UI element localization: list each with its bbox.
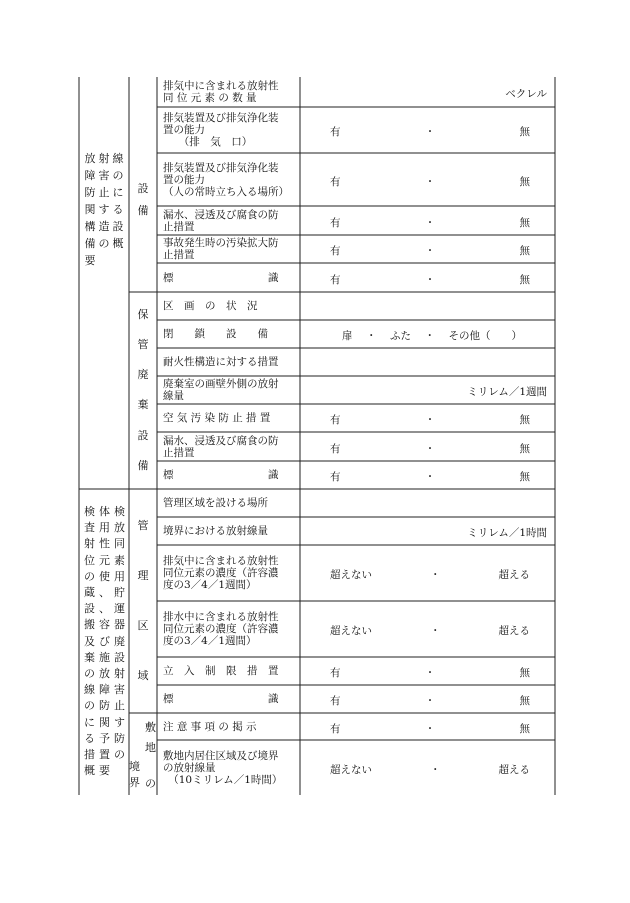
row-unit[interactable]: ベクレル	[505, 88, 547, 100]
row-choices[interactable]	[330, 441, 530, 456]
title-char: 障	[99, 683, 110, 697]
label-char: 敷	[145, 721, 156, 734]
label-char: 区	[137, 618, 149, 632]
title-char: 査	[84, 521, 95, 535]
title-char: 防	[114, 731, 125, 745]
row-label: 漏水、浸透及び腐食の防 止措置	[163, 208, 279, 233]
title-char: 造	[98, 220, 110, 233]
label-char: 棄	[137, 398, 149, 412]
title-char: 放	[114, 521, 125, 535]
title-char: 予	[99, 731, 110, 745]
choice-option[interactable]: 有	[330, 216, 341, 229]
row-choices[interactable]	[330, 124, 530, 139]
title-char: 使	[99, 569, 110, 583]
row-label: 漏水、浸透及び腐食の防 止措置	[163, 434, 279, 459]
row-choices[interactable]	[342, 328, 522, 343]
title-char: 放	[99, 667, 110, 680]
title-char: 概	[112, 237, 124, 250]
label-char: 設	[137, 181, 149, 195]
row-label: 閉 鎖 設 備	[163, 328, 268, 340]
choice-option[interactable]: 無	[519, 216, 530, 229]
choice-separator: ・	[424, 216, 436, 229]
title-char: 構	[84, 220, 96, 233]
choice-separator: ・	[424, 442, 436, 455]
row-choices[interactable]	[330, 623, 530, 638]
label-char: 備	[137, 459, 149, 473]
title-char: び	[99, 634, 110, 648]
title-char: 及	[84, 634, 95, 648]
title-char: 検	[84, 505, 95, 518]
title-char: の	[112, 169, 124, 182]
choice-option[interactable]: 有	[330, 695, 341, 707]
title-char: 備	[84, 237, 96, 250]
choice-option[interactable]: 有	[330, 175, 341, 188]
choice-separator: ・	[424, 471, 436, 483]
title-char: 性	[99, 537, 110, 551]
row-unit[interactable]: ミリレム／1週間	[467, 386, 547, 398]
title-char: 防	[99, 699, 110, 713]
choice-option[interactable]: 超える	[498, 763, 530, 776]
choice-separator: ・	[424, 175, 436, 188]
title-char	[97, 254, 111, 268]
row-choices[interactable]	[330, 412, 530, 427]
title-char: に	[112, 186, 124, 199]
control-area-label	[129, 501, 157, 700]
choice-separator: ・	[424, 245, 436, 257]
choice-option[interactable]: 無	[519, 245, 530, 257]
choice-option[interactable]: 無	[519, 695, 530, 707]
row-label: 境界における放射線量	[163, 525, 268, 537]
row-label: 耐火性構造に対する措置	[163, 356, 279, 368]
row-label: 排気中に含まれる放射性 同 位 元 素 の 数 量	[163, 80, 279, 104]
label-char: 備	[137, 203, 149, 217]
title-char: 障	[84, 169, 96, 182]
row-choices[interactable]	[330, 693, 530, 708]
title-char: 線	[112, 152, 124, 165]
title-char: 貯	[114, 586, 125, 599]
title-char: に	[84, 715, 95, 729]
title-char: 設	[114, 650, 125, 664]
title-char: 害	[114, 683, 125, 697]
choice-option[interactable]: 有	[330, 126, 341, 138]
site-boundary-label	[129, 713, 157, 795]
facility-label	[129, 178, 157, 222]
title-char: 射	[98, 152, 110, 165]
title-char: す	[114, 715, 125, 729]
row-label: 敷地内居住区域及び境界 の放射線量 （10ミリレム／1時間）	[163, 749, 283, 786]
section1-title	[83, 152, 125, 268]
choice-option[interactable]: 超えない	[330, 569, 372, 581]
title-char: す	[98, 203, 110, 216]
title-char: 元	[99, 553, 110, 567]
label-char: 廃	[137, 368, 149, 382]
choice-option[interactable]: ふた	[390, 330, 411, 342]
row-choices[interactable]	[330, 174, 530, 189]
choice-option[interactable]: 超える	[498, 625, 530, 637]
label-char: 界	[129, 776, 140, 789]
title-char: 射	[84, 537, 95, 551]
choice-option[interactable]: 有	[330, 442, 341, 455]
choice-separator: ・	[430, 569, 441, 581]
title-char: 要	[99, 764, 110, 778]
choice-separator: ・	[366, 330, 377, 342]
title-char: る	[112, 203, 124, 216]
choice-option[interactable]: 超えない	[330, 625, 372, 637]
choice-option[interactable]: 超える	[498, 569, 530, 581]
title-char: 、	[99, 586, 110, 599]
choice-option[interactable]: 無	[519, 175, 530, 188]
title-char: 位	[84, 553, 95, 567]
title-char: 害	[98, 169, 110, 182]
title-char: の	[84, 569, 95, 583]
title-char	[111, 254, 125, 268]
row-choices[interactable]	[330, 721, 530, 736]
choice-separator: ・	[430, 625, 441, 637]
choice-separator: ・	[424, 722, 436, 735]
label-char: 設	[137, 428, 149, 442]
row-label: 標 識	[163, 271, 279, 284]
title-char: 素	[114, 553, 125, 567]
row-choices[interactable]	[330, 272, 530, 287]
title-char: 止	[98, 186, 110, 199]
label-char: 管	[137, 337, 149, 351]
row-choices[interactable]	[330, 762, 530, 777]
title-char: 施	[99, 650, 110, 664]
title-char: 放	[84, 152, 96, 165]
row-label: 排水中に含まれる放射性 同位元素の濃度（許容濃 度の3／4／1週間）	[163, 611, 279, 647]
choice-option[interactable]: 超えない	[330, 763, 372, 776]
title-char: 蔵	[84, 586, 95, 599]
title-char: の	[84, 667, 95, 680]
title-char: 同	[114, 537, 125, 551]
label-char: 境	[129, 760, 140, 773]
label-char: 管	[137, 519, 149, 533]
choice-option[interactable]: 有	[330, 667, 341, 679]
title-char: 設	[112, 220, 124, 233]
row-choices[interactable]	[330, 243, 530, 258]
choice-option[interactable]: 無	[519, 667, 530, 679]
row-choices[interactable]	[330, 215, 530, 230]
title-char: 概	[84, 764, 95, 778]
choice-option[interactable]: 無	[519, 471, 530, 483]
title-char: の	[84, 699, 95, 713]
title-char: 廃	[114, 634, 125, 648]
choice-option[interactable]: 扉	[342, 330, 353, 342]
title-char: 搬	[84, 618, 95, 632]
title-char: 用	[99, 521, 110, 535]
choice-option[interactable]: 無	[519, 442, 530, 455]
row-label: 事故発生時の汚染拡大防 止措置	[163, 237, 279, 261]
choice-option[interactable]: その他（ ）	[448, 330, 522, 342]
row-choices[interactable]	[330, 567, 530, 582]
title-char: 止	[114, 699, 125, 713]
title-char: る	[84, 731, 95, 745]
choice-separator: ・	[430, 763, 441, 776]
label-char: 域	[137, 668, 149, 682]
label-char: 地	[145, 741, 156, 754]
title-char: 関	[99, 715, 110, 729]
row-label: 管理区域を設ける場所	[163, 497, 268, 509]
choice-option[interactable]: 有	[330, 273, 341, 286]
choice-option[interactable]: 無	[519, 126, 530, 138]
choice-separator: ・	[424, 667, 436, 679]
choice-option[interactable]: 無	[519, 414, 530, 426]
row-label: 廃棄室の画壁外側の放射 線量	[163, 378, 279, 402]
row-label: 空 気 汚 染 防 止 措 置	[163, 412, 271, 424]
choice-option[interactable]: 有	[330, 471, 341, 483]
label-char: 保	[137, 307, 149, 321]
title-char: 要	[84, 254, 96, 267]
choice-option[interactable]: 有	[330, 722, 341, 735]
title-char: 線	[84, 683, 95, 697]
title-char: 容	[99, 618, 110, 632]
title-char: 体	[99, 505, 110, 518]
choice-option[interactable]: 有	[330, 414, 341, 426]
row-label: 排気装置及び排気浄化装 置の能力 （排 気 口）	[163, 112, 279, 148]
title-char: 、	[99, 602, 110, 616]
row-unit[interactable]: ミリレム／1時間	[467, 527, 547, 539]
choice-separator: ・	[424, 695, 436, 707]
title-char: 設	[84, 602, 95, 616]
storage-label	[129, 300, 157, 482]
row-choices[interactable]	[330, 469, 530, 484]
title-char: 棄	[84, 650, 95, 664]
row-label: 排気中に含まれる放射性 同位元素の濃度（許容濃 度の3／4／1週間）	[163, 555, 279, 591]
title-char: 関	[84, 203, 96, 216]
title-char: 射	[114, 667, 125, 680]
row-label: 標 識	[163, 693, 279, 705]
title-char: 置	[99, 748, 110, 761]
title-char: 防	[84, 186, 96, 199]
label-char: 理	[137, 569, 149, 583]
title-char: 検	[114, 505, 125, 518]
title-char: の	[114, 748, 125, 761]
choice-separator: ・	[424, 414, 436, 426]
choice-option[interactable]: 有	[330, 245, 341, 257]
row-label: 注 意 事 項 の 掲 示	[163, 720, 257, 733]
title-char: 運	[114, 602, 125, 616]
row-label: 排気装置及び排気浄化装 置の能力 （人の常時立ち入る場所）	[163, 161, 289, 198]
choice-option[interactable]: 無	[519, 273, 530, 286]
title-char: 器	[114, 618, 125, 632]
choice-option[interactable]: 無	[519, 722, 530, 735]
choice-separator: ・	[424, 330, 435, 342]
title-char: 用	[114, 569, 125, 583]
row-choices[interactable]	[330, 665, 530, 680]
title-char: の	[98, 237, 110, 250]
row-label: 区 画 の 状 況	[163, 300, 258, 312]
label-char: の	[145, 777, 156, 790]
row-label: 立 入 制 限 措 置	[163, 665, 279, 677]
choice-separator: ・	[424, 273, 436, 286]
choice-separator: ・	[424, 126, 436, 138]
row-label: 標 識	[163, 469, 279, 481]
title-char: 措	[84, 748, 95, 761]
